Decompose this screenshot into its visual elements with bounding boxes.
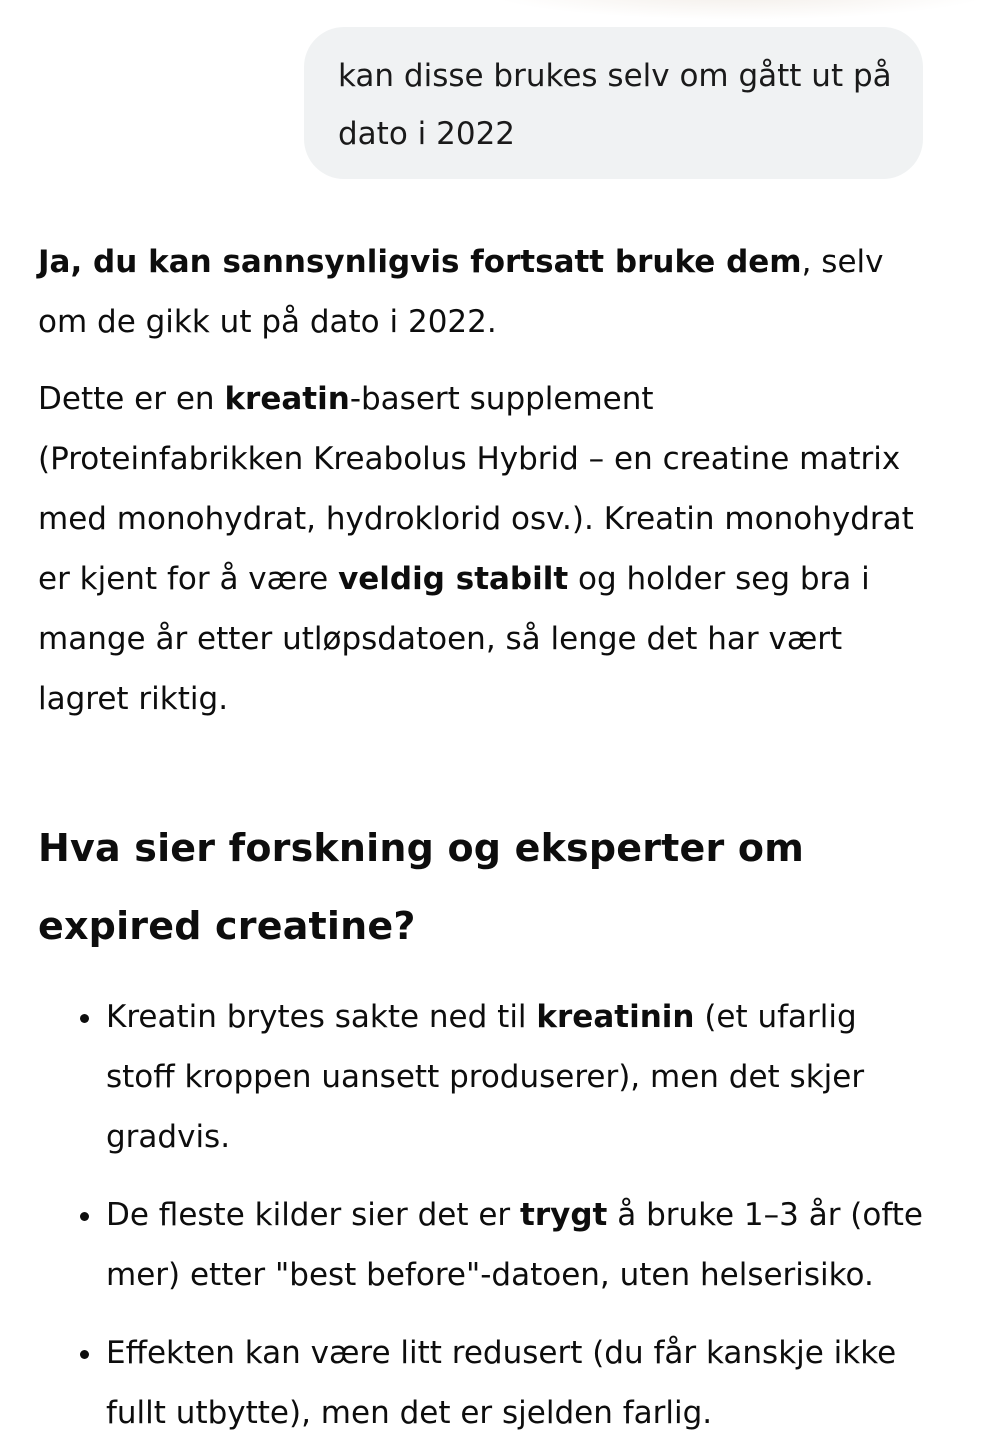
top-shadow-decoration (480, 0, 1000, 20)
list-item (38, 1323, 928, 1443)
user-message-bubble (304, 27, 923, 179)
bullet-1-text-2: (et ufarlig stoff kroppen uansett produserer), men det skjer gradvis. (106, 999, 865, 1155)
list-item (38, 1185, 928, 1305)
p2-bold-1: kreatin (224, 381, 350, 417)
assistant-response (38, 232, 928, 1443)
section-heading: Hva sier forskning og eksperter om expired creatine? (38, 826, 804, 948)
p2-text-1: Dette er en (38, 381, 225, 417)
bullet-2-text-2: å bruke 1–3 år (ofte mer) etter "best before"-datoen, uten helserisiko. (106, 1197, 923, 1293)
answer-intro-rest: , selv om de gikk ut på dato i 2022. (38, 244, 884, 340)
list-item (38, 987, 928, 1167)
user-message-text: kan disse brukes selv om gått ut på dato i 2022 (338, 58, 892, 152)
bullet-dot-icon (80, 1212, 89, 1221)
bullet-1-bold: kreatinin (536, 999, 695, 1035)
bullet-dot-icon (80, 1014, 89, 1023)
bullet-2-text-1: De fleste kilder sier det er (106, 1197, 521, 1233)
p2-bold-2: veldig stabilt (338, 561, 569, 597)
answer-paragraph-2 (38, 369, 928, 729)
bullet-list (38, 987, 928, 1443)
p2-text-2: -basert supplement (Proteinfabrikken Kreabolus Hybrid – en creatine matrix med monohydrat, hydroklorid osv.). Kreatin monohydrat er kjent for å være (38, 381, 914, 597)
answer-intro (38, 232, 928, 352)
answer-intro-bold: Ja, du kan sannsynligvis fortsatt bruke dem (38, 244, 802, 280)
bullet-3-text: Effekten kan være litt redusert (du får kanskje ikke fullt utbytte), men det er sjelden farlig. (106, 1335, 897, 1431)
bullet-1-text-1: Kreatin brytes sakte ned til (106, 999, 537, 1035)
bullet-2-bold: trygt (520, 1197, 608, 1233)
p2-text-3: og holder seg bra i mange år etter utløpsdatoen, så lenge det har vært lagret riktig. (38, 561, 870, 717)
bullet-dot-icon (80, 1350, 89, 1359)
